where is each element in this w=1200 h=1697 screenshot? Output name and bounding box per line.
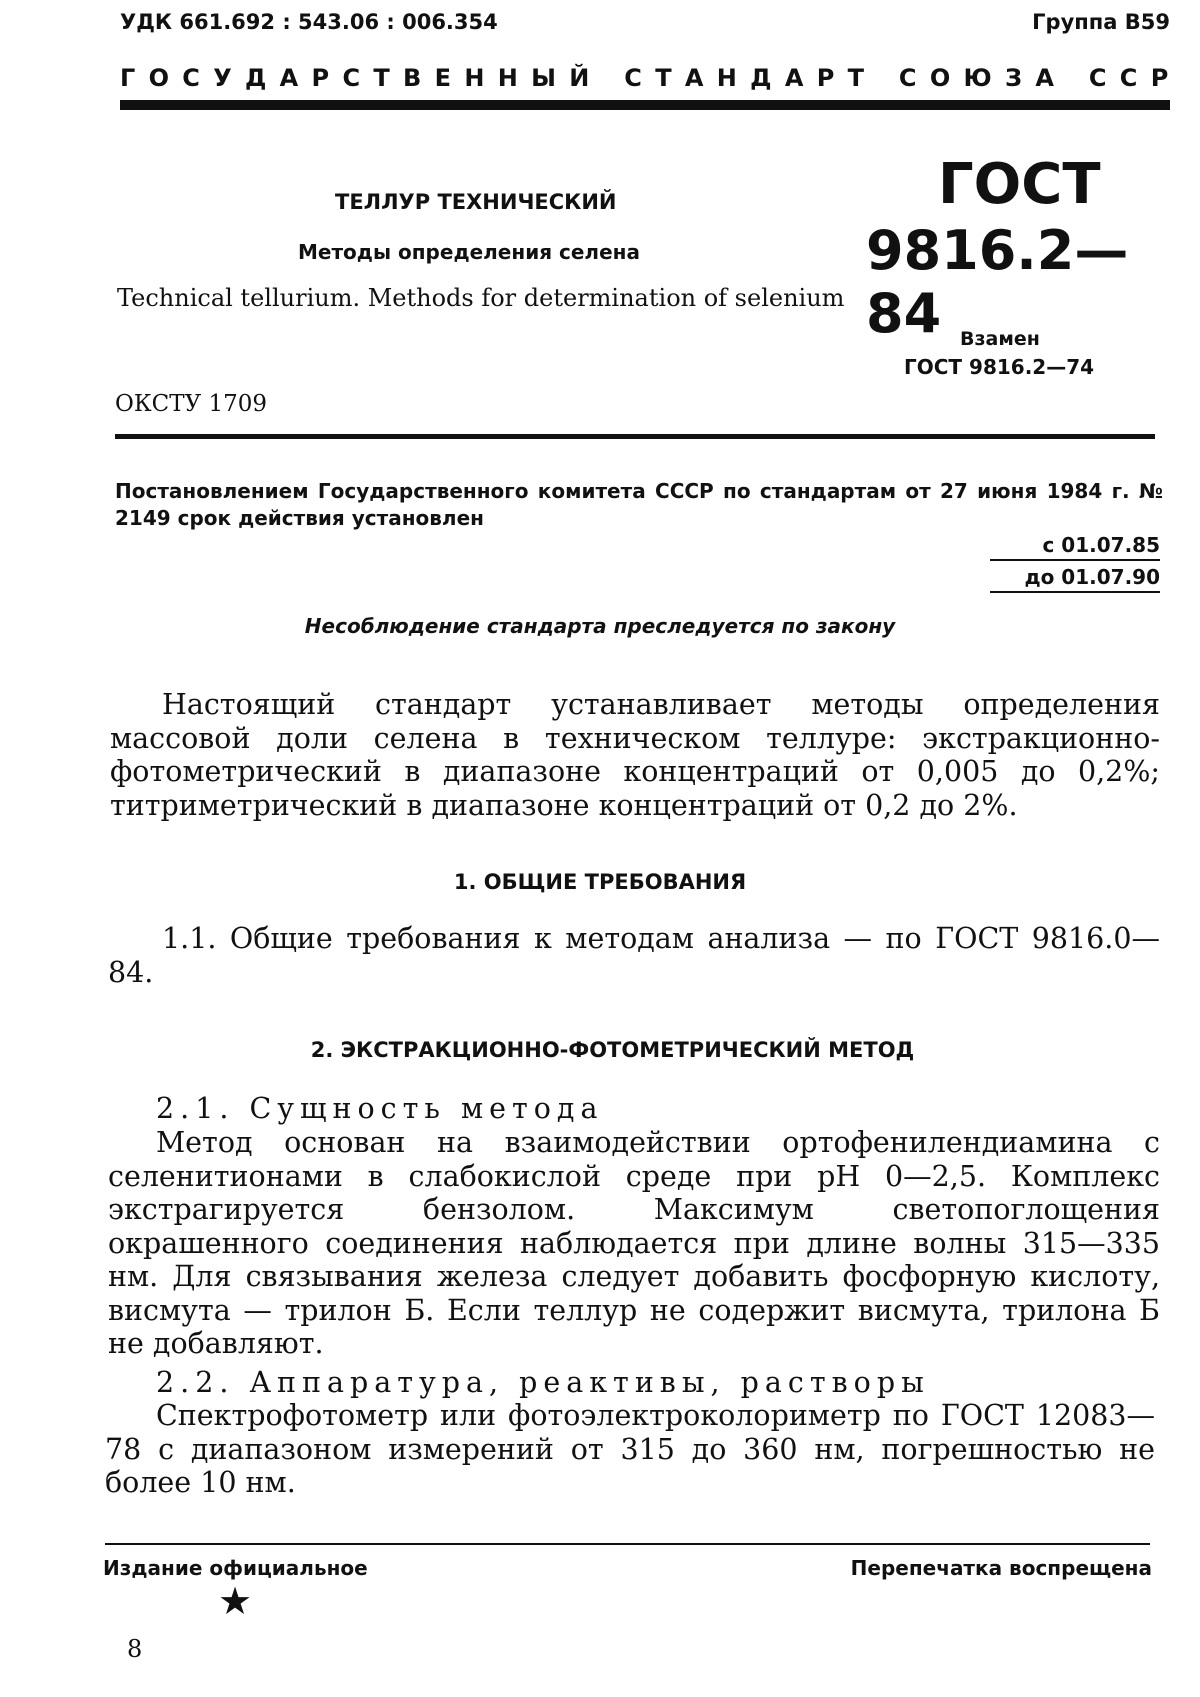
reprint-note: Перепечатка воспрещена bbox=[850, 1556, 1152, 1580]
page-number: 8 bbox=[127, 1635, 143, 1663]
replaces-label: Взамен bbox=[960, 328, 1040, 350]
section-1-heading: 1. ОБЩИЕ ТРЕБОВАНИЯ bbox=[453, 870, 747, 894]
oksu-code: ОКСТУ 1709 bbox=[115, 391, 268, 417]
document-title: ТЕЛЛУР ТЕХНИЧЕСКИЙ bbox=[335, 190, 617, 214]
replaces-value: ГОСТ 9816.2—74 bbox=[904, 355, 1095, 379]
valid-to-date: до 01.07.90 bbox=[990, 561, 1160, 593]
clause-1-1: 1.1. Общие требования к методам анализа — по ГОСТ 9816.0—84. bbox=[108, 922, 1160, 989]
document-title-english: Technical tellurium. Methods for determination of selenium bbox=[117, 284, 845, 312]
top-rule bbox=[120, 100, 1170, 110]
gost-number: 9816.2—84 bbox=[866, 219, 1129, 345]
document-subtitle: Методы определения селена bbox=[298, 240, 640, 264]
section-2-heading: 2. ЭКСТРАКЦИОННО-ФОТОМЕТРИЧЕСКИЙ МЕТОД bbox=[310, 1038, 915, 1062]
edition-note: Издание официальное bbox=[103, 1556, 368, 1580]
clause-2-1-title: 2.1. Сущность метода bbox=[156, 1092, 604, 1125]
udk-code: УДК 661.692 : 543.06 : 006.354 bbox=[120, 10, 498, 34]
intro-paragraph: Настоящий стандарт устанавливает методы определения массовой доли селена в техническом теллуре: экстракционно-фотометрический в диапазоне концентраций от 0,005 до 0,2%; титриметрический в диапазоне концентраций от 0,2 до 2%. bbox=[110, 688, 1160, 822]
gost-label: ГОСТ bbox=[938, 152, 1101, 217]
clause-2-2-body: Спектрофотометр или фотоэлектроколориметр по ГОСТ 12083—78 с диапазоном измерений от 315 до 360 нм, погрешностью не более 10 нм. bbox=[105, 1399, 1155, 1499]
clause-2-2-title: 2.2. Аппаратура, реактивы, растворы bbox=[156, 1366, 930, 1399]
clause-2-1-body: Метод основан на взаимодействии ортофенилендиамина с селенитионами в слабокислой среде при pH 0—2,5. Комплекс экстрагируется бензолом. Максимум светопоглощения окрашенного соединения наблюдается при длине волны 315—335 нм. Для связывания железа следует добавить фосфорную кислоту, висмута — трилон Б. Если теллур не содержит висмута, трилона Б не добавляют. bbox=[108, 1126, 1160, 1360]
valid-from-date: с 01.07.85 bbox=[990, 533, 1160, 561]
law-note: Несоблюдение стандарта преследуется по закону bbox=[304, 614, 896, 638]
middle-rule bbox=[115, 434, 1155, 439]
bottom-rule bbox=[105, 1543, 1150, 1545]
decree-text: Постановлением Государственного комитета СССР по стандартам от 27 июня 1984 г. № 2149 срок действия установлен bbox=[115, 479, 1163, 530]
state-standard-banner: ГОСУДАРСТВЕННЫЙ СТАНДАРТ СОЮЗА ССР bbox=[120, 64, 1182, 92]
group-code: Группа В59 bbox=[1032, 10, 1170, 34]
validity-dates bbox=[990, 533, 1160, 593]
star-icon: ★ bbox=[218, 1579, 253, 1623]
